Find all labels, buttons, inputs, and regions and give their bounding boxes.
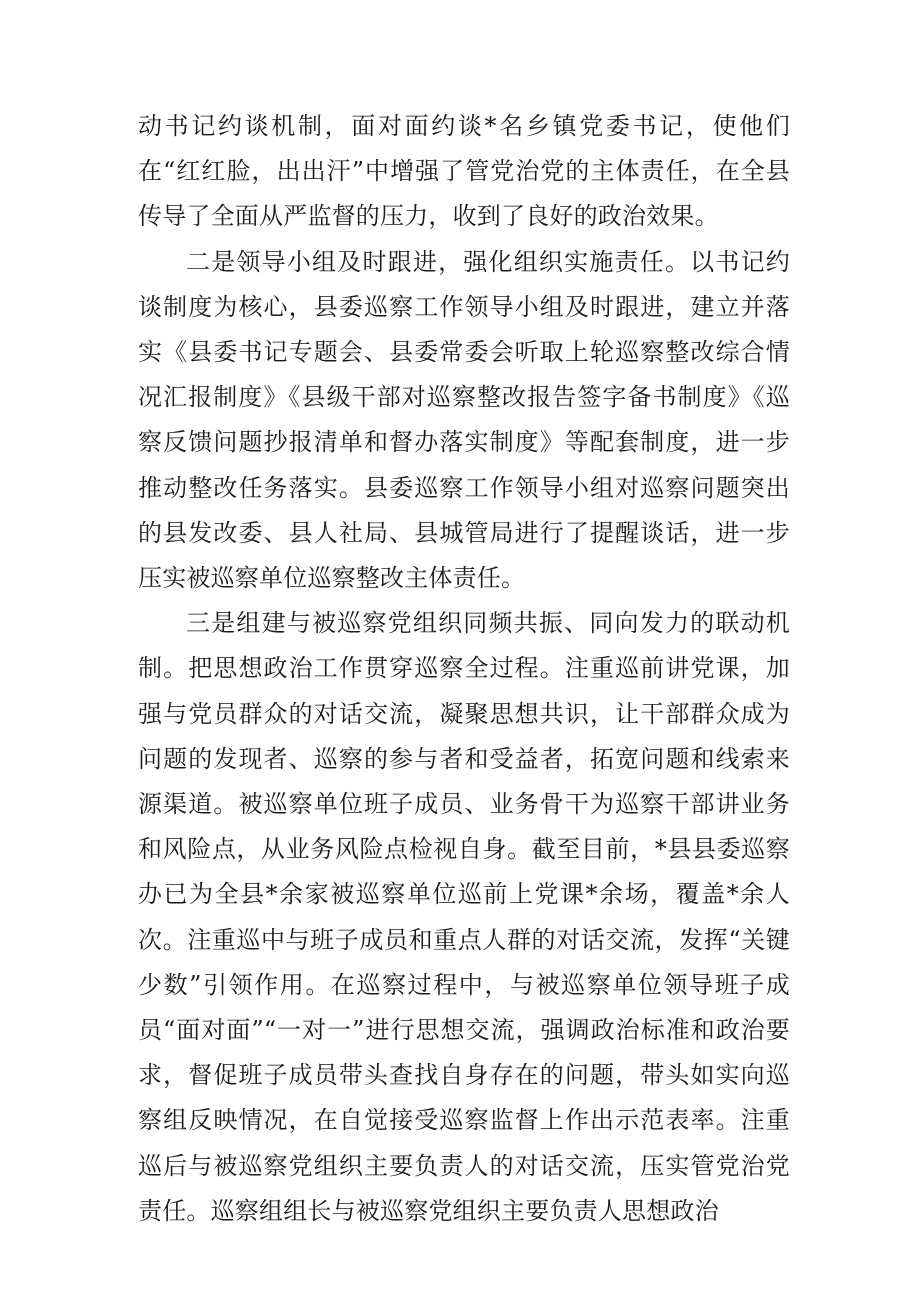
document-body [138, 104, 790, 1234]
paragraph-leadership-group: 二是领导小组及时跟进，强化组织实施责任。以书记约谈制度为核心，县委巡察工作领导小组及时跟进，建立并落实《县委书记专题会、县委常委会听取上轮巡察整改综合情况汇报制度》《县级干部对巡察整改报告签字备书制度》《巡察反馈问题抄报清单和督办落实制度》等配套制度，进一步推动整改任务落实。县委巡察工作领导小组对巡察问题突出的县发改委、县人社局、县城管局进行了提醒谈话，进一步压实被巡察单位巡察整改主体责任。 [138, 247, 790, 593]
paragraph-continuation: 动书记约谈机制，面对面约谈*名乡镇党委书记，使他们在“红红脸，出出汗”中增强了管党治党的主体责任，在全县传导了全面从严监督的压力，收到了良好的政治效果。 [138, 112, 790, 231]
paragraph-linkage-mechanism: 三是组建与被巡察党组织同频共振、同向发力的联动机制。把思想政治工作贯穿巡察全过程。注重巡前讲党课，加强与党员群众的对话交流，凝聚思想共识，让干部群众成为问题的发现者、巡察的参与者和受益者，拓宽问题和线索来源渠道。被巡察单位班子成员、业务骨干为巡察干部讲业务和风险点，从业务风险点检视自身。截至目前，*县县委巡察办已为全县*余家被巡察单位巡前上党课*余场，覆盖*余人次。注重巡中与班子成员和重点人群的对话交流，发挥“关键少数”引领作用。在巡察过程中，与被巡察单位领导班子成员“面对面”“一对一”进行思想交流，强调政治标准和政治要求，督促班子成员带头查找自身存在的问题，带头如实向巡察组反映情况，在自觉接受巡察监督上作出示范表率。注重巡后与被巡察党组织主要负责人的对话交流，压实管党治党责任。巡察组组长与被巡察党组织主要负责人思想政治 [138, 609, 790, 1225]
